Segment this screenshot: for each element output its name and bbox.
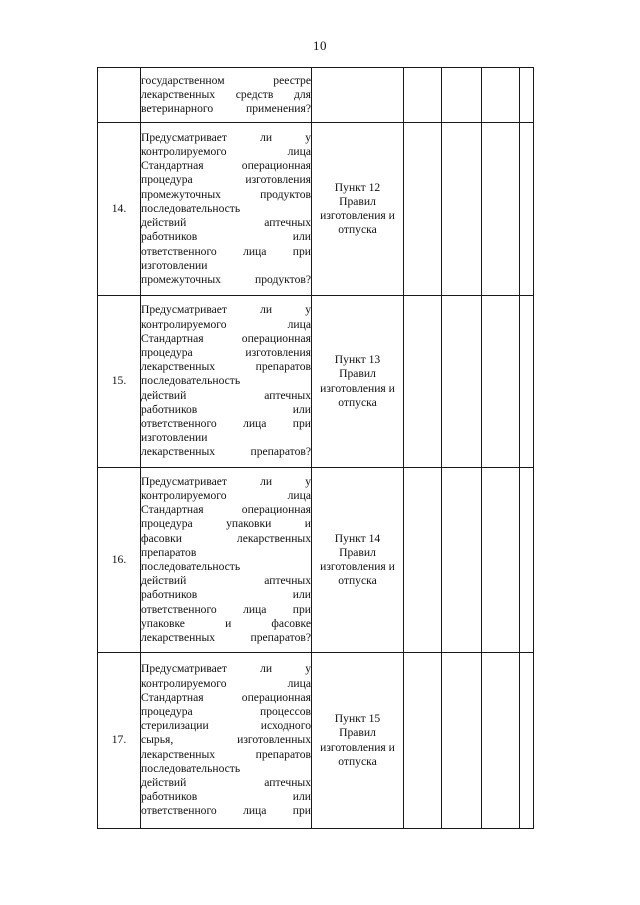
question-line: государственном реестре — [141, 73, 311, 87]
question-line: процедура процессов — [141, 704, 311, 718]
question-text — [141, 468, 312, 653]
question-line: контролируемого лица — [141, 317, 311, 331]
question-line: работников или — [141, 790, 311, 804]
question-line: действий аптечных — [141, 574, 311, 588]
row-number: 14. — [98, 123, 141, 296]
table-row — [98, 123, 534, 296]
question-line: ответственного лица при — [141, 244, 311, 258]
legal-reference — [312, 296, 404, 468]
question-line: Предусматривает ли у — [141, 662, 311, 676]
row-number — [98, 68, 141, 123]
legal-reference — [312, 123, 404, 296]
answer-na-cell — [482, 296, 520, 468]
question-line: промежуточных продуктов? — [141, 272, 311, 286]
question-line: контролируемого лица — [141, 145, 311, 159]
question-line: последовательность — [141, 761, 241, 775]
reference-line: Пункт 12 — [334, 180, 381, 194]
table-row — [98, 296, 534, 468]
question-line: процедура изготовления — [141, 173, 311, 187]
question-line: сырья, изготовленных — [141, 733, 311, 747]
question-line: лекарственных препаратов — [141, 360, 311, 374]
reference-line: отпуска — [338, 223, 377, 237]
answer-yes-cell — [404, 296, 442, 468]
reference-line: изготовления и — [320, 560, 395, 573]
question-line: Стандартная операционная — [141, 503, 311, 517]
answer-no-cell — [442, 468, 482, 653]
question-line: изготовлении — [141, 258, 208, 272]
question-line: действий аптечных — [141, 388, 311, 402]
reference-line: Правил — [339, 726, 376, 740]
notes-cell — [520, 468, 534, 653]
reference-line: Правил — [339, 367, 376, 381]
answer-na-cell — [482, 468, 520, 653]
question-line: лекарственных средств для — [141, 87, 311, 101]
reference-line: изготовления и — [320, 209, 395, 222]
legal-reference — [312, 468, 404, 653]
question-line: Предусматривает ли у — [141, 474, 311, 488]
question-line: лекарственных препаратов? — [141, 631, 311, 645]
answer-na-cell — [482, 68, 520, 123]
question-line: работников или — [141, 588, 311, 602]
question-line: Стандартная операционная — [141, 159, 311, 173]
question-line: действий аптечных — [141, 216, 311, 230]
answer-yes-cell — [404, 653, 442, 829]
row-number: 16. — [98, 468, 141, 653]
question-line: ответственного лица при — [141, 804, 311, 818]
answer-yes-cell — [404, 468, 442, 653]
answer-yes-cell — [404, 68, 442, 123]
notes-cell — [520, 123, 534, 296]
notes-cell — [520, 653, 534, 829]
reference-line: отпуска — [338, 574, 377, 588]
answer-na-cell — [482, 653, 520, 829]
notes-cell — [520, 68, 534, 123]
question-text — [141, 68, 312, 123]
reference-line: Правил — [339, 194, 376, 208]
question-line: изготовлении — [141, 431, 208, 445]
reference-line: изготовления и — [320, 740, 395, 754]
question-line: ответственного лица при — [141, 602, 311, 616]
question-line: лекарственных препаратов? — [141, 445, 311, 459]
question-line: последовательность — [141, 201, 241, 215]
question-line: работников или — [141, 230, 311, 244]
question-line: Стандартная операционная — [141, 690, 311, 704]
reference-line: отпуска — [338, 395, 377, 409]
legal-reference — [312, 68, 404, 123]
question-line: промежуточных продуктов — [141, 187, 311, 201]
row-number: 17. — [98, 653, 141, 829]
question-line: Стандартная операционная — [141, 331, 311, 345]
reference-line: Пункт 13 — [334, 353, 381, 367]
answer-no-cell — [442, 653, 482, 829]
question-line: препаратов — [141, 545, 197, 559]
reference-line: Правил — [339, 545, 376, 559]
reference-line: отпуска — [338, 754, 377, 768]
page-number: 10 — [313, 38, 327, 53]
answer-na-cell — [482, 123, 520, 296]
question-text — [141, 123, 312, 296]
question-line: действий аптечных — [141, 776, 311, 789]
answer-no-cell — [442, 296, 482, 468]
answer-no-cell — [442, 123, 482, 296]
question-line: лекарственных препаратов — [141, 747, 311, 761]
table-row — [98, 653, 534, 829]
reference-line: изготовления и — [320, 381, 395, 395]
question-line: Предусматривает ли у — [141, 130, 311, 144]
question-line: последовательность — [141, 374, 241, 388]
table-row — [98, 68, 534, 123]
reference-line: Пункт 14 — [334, 531, 381, 545]
reference-line: Пункт 15 — [334, 712, 381, 726]
table-row — [98, 468, 534, 653]
question-line: контролируемого лица — [141, 488, 311, 502]
question-line: процедура изготовления — [141, 345, 311, 359]
checklist-table — [97, 67, 534, 829]
question-line: процедура упаковки и — [141, 517, 311, 531]
question-line: Предусматривает ли у — [141, 303, 311, 317]
question-line: фасовки лекарственных — [141, 531, 311, 545]
question-text — [141, 296, 312, 468]
notes-cell — [520, 296, 534, 468]
answer-yes-cell — [404, 123, 442, 296]
question-line: работников или — [141, 402, 311, 416]
legal-reference — [312, 653, 404, 829]
question-line: ветеринарного применения? — [141, 102, 311, 116]
question-text — [141, 653, 312, 829]
question-line: упаковке и фасовке — [141, 616, 311, 630]
question-line: стерилизации исходного — [141, 719, 311, 733]
question-line: контролируемого лица — [141, 676, 311, 690]
question-line: последовательность — [141, 560, 241, 573]
row-number: 15. — [98, 296, 141, 468]
question-line: ответственного лица при — [141, 417, 311, 430]
answer-no-cell — [442, 68, 482, 123]
